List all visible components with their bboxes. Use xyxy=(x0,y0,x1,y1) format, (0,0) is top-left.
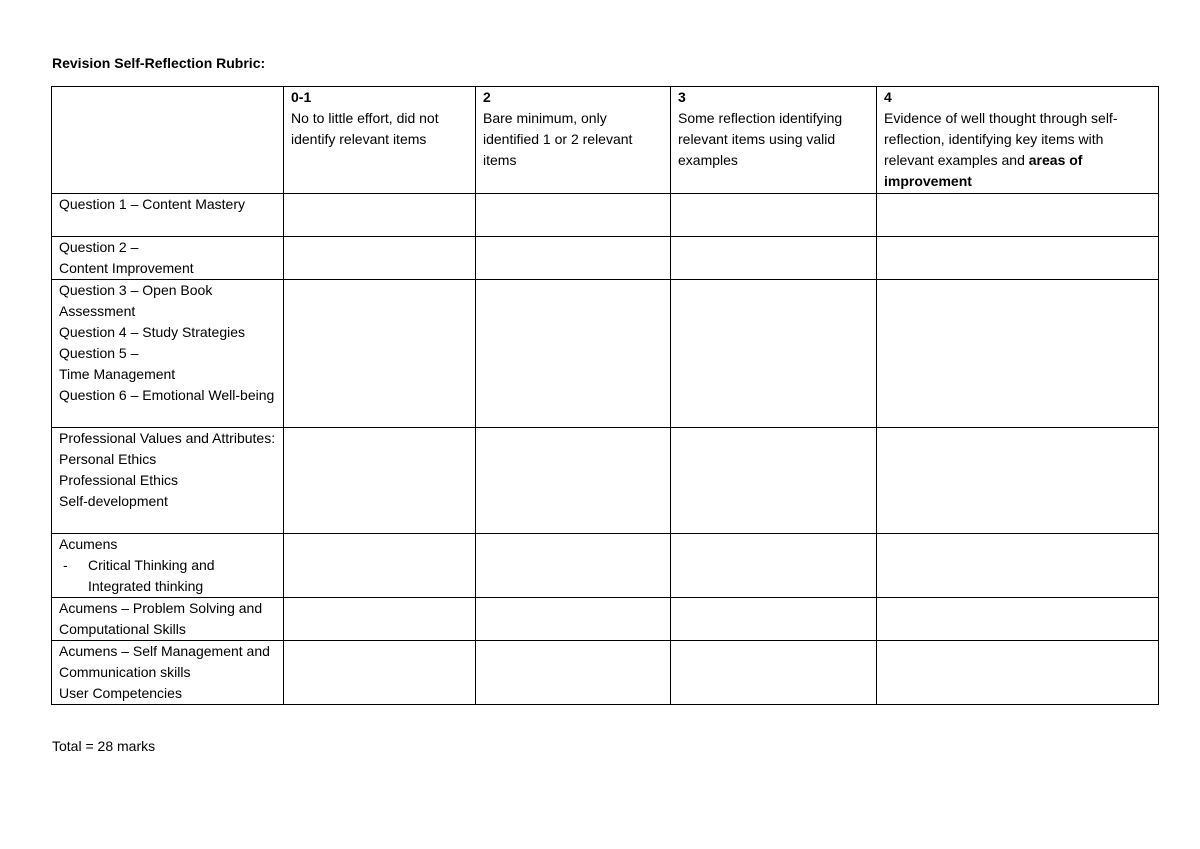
table-row xyxy=(52,194,1159,237)
rubric-header-row xyxy=(52,87,1159,194)
score-cell[interactable] xyxy=(671,641,877,705)
criteria-text: Question 4 – Study Strategies xyxy=(59,324,245,340)
score-cell[interactable] xyxy=(476,237,671,280)
score-column-header xyxy=(671,87,877,194)
criteria-cell xyxy=(52,280,284,428)
score-label: 0-1 xyxy=(291,89,312,105)
table-row xyxy=(52,428,1159,534)
criteria-header-cell xyxy=(52,87,284,194)
score-cell[interactable] xyxy=(284,194,476,237)
score-cell[interactable] xyxy=(877,194,1159,237)
score-column-header xyxy=(877,87,1159,194)
table-row xyxy=(52,280,1159,428)
score-column-header xyxy=(476,87,671,194)
criteria-cell xyxy=(52,598,284,641)
criteria-subitem-text: Critical Thinking and Integrated thinking xyxy=(88,557,215,594)
dash-bullet: - xyxy=(63,557,68,573)
score-cell[interactable] xyxy=(476,641,671,705)
criteria-cell xyxy=(52,428,284,534)
score-cell[interactable] xyxy=(877,428,1159,534)
score-cell[interactable] xyxy=(877,641,1159,705)
score-cell[interactable] xyxy=(476,428,671,534)
score-description: Evidence of well thought through self-reflection, identifying key items with relevant examples and xyxy=(884,110,1118,168)
criteria-cell xyxy=(52,237,284,280)
score-cell[interactable] xyxy=(284,641,476,705)
criteria-text: Acumens xyxy=(59,536,118,552)
page-title: Revision Self-Reflection Rubric: xyxy=(52,55,266,71)
score-cell[interactable] xyxy=(476,598,671,641)
score-cell[interactable] xyxy=(671,280,877,428)
criteria-cell xyxy=(52,641,284,705)
score-cell[interactable] xyxy=(671,194,877,237)
table-row xyxy=(52,237,1159,280)
criteria-text: Self-development xyxy=(59,493,168,509)
score-cell[interactable] xyxy=(671,534,877,598)
criteria-text: Acumens – Self Management and Communication skills xyxy=(59,643,270,680)
table-row xyxy=(52,598,1159,641)
criteria-cell xyxy=(52,534,284,598)
score-cell[interactable] xyxy=(877,237,1159,280)
criteria-text: Professional Ethics xyxy=(59,472,179,488)
score-cell[interactable] xyxy=(476,534,671,598)
score-cell[interactable] xyxy=(284,598,476,641)
score-cell[interactable] xyxy=(284,534,476,598)
score-label: 4 xyxy=(884,89,892,105)
criteria-subitem xyxy=(59,555,277,597)
score-label: 2 xyxy=(483,89,491,105)
score-cell[interactable] xyxy=(671,598,877,641)
criteria-text: Personal Ethics xyxy=(59,451,157,467)
table-row xyxy=(52,641,1159,705)
score-cell[interactable] xyxy=(476,194,671,237)
criteria-text: Acumens – Problem Solving and Computational Skills xyxy=(59,600,263,637)
criteria-text: Question 3 – Open Book Assessment xyxy=(59,282,213,319)
score-cell[interactable] xyxy=(284,280,476,428)
criteria-text: Question 1 – Content Mastery xyxy=(59,196,245,212)
criteria-text: Time Management xyxy=(59,366,176,382)
score-cell[interactable] xyxy=(877,598,1159,641)
score-cell[interactable] xyxy=(671,237,877,280)
table-row xyxy=(52,534,1159,598)
score-cell[interactable] xyxy=(284,428,476,534)
criteria-text: Content Improvement xyxy=(59,260,194,276)
score-label: 3 xyxy=(678,89,686,105)
total-marks: Total = 28 marks xyxy=(52,738,156,754)
score-description: Bare minimum, only identified 1 or 2 relevant items xyxy=(483,110,633,168)
criteria-text: User Competencies xyxy=(59,685,182,701)
criteria-text: Professional Values and Attributes: xyxy=(59,430,276,446)
score-cell[interactable] xyxy=(284,237,476,280)
score-cell[interactable] xyxy=(877,280,1159,428)
score-cell[interactable] xyxy=(877,534,1159,598)
score-description: No to little effort, did not identify relevant items xyxy=(291,110,439,147)
score-cell[interactable] xyxy=(476,280,671,428)
criteria-text: Question 6 – Emotional Well-being xyxy=(59,387,275,403)
criteria-cell xyxy=(52,194,284,237)
rubric-table xyxy=(51,86,1159,705)
criteria-text: Question 5 – xyxy=(59,345,139,361)
score-description-emphasis: areas of improvement xyxy=(884,152,1083,189)
score-column-header xyxy=(284,87,476,194)
score-description: Some reflection identifying relevant items using valid examples xyxy=(678,110,843,168)
score-cell[interactable] xyxy=(671,428,877,534)
criteria-text: Question 2 – xyxy=(59,239,139,255)
